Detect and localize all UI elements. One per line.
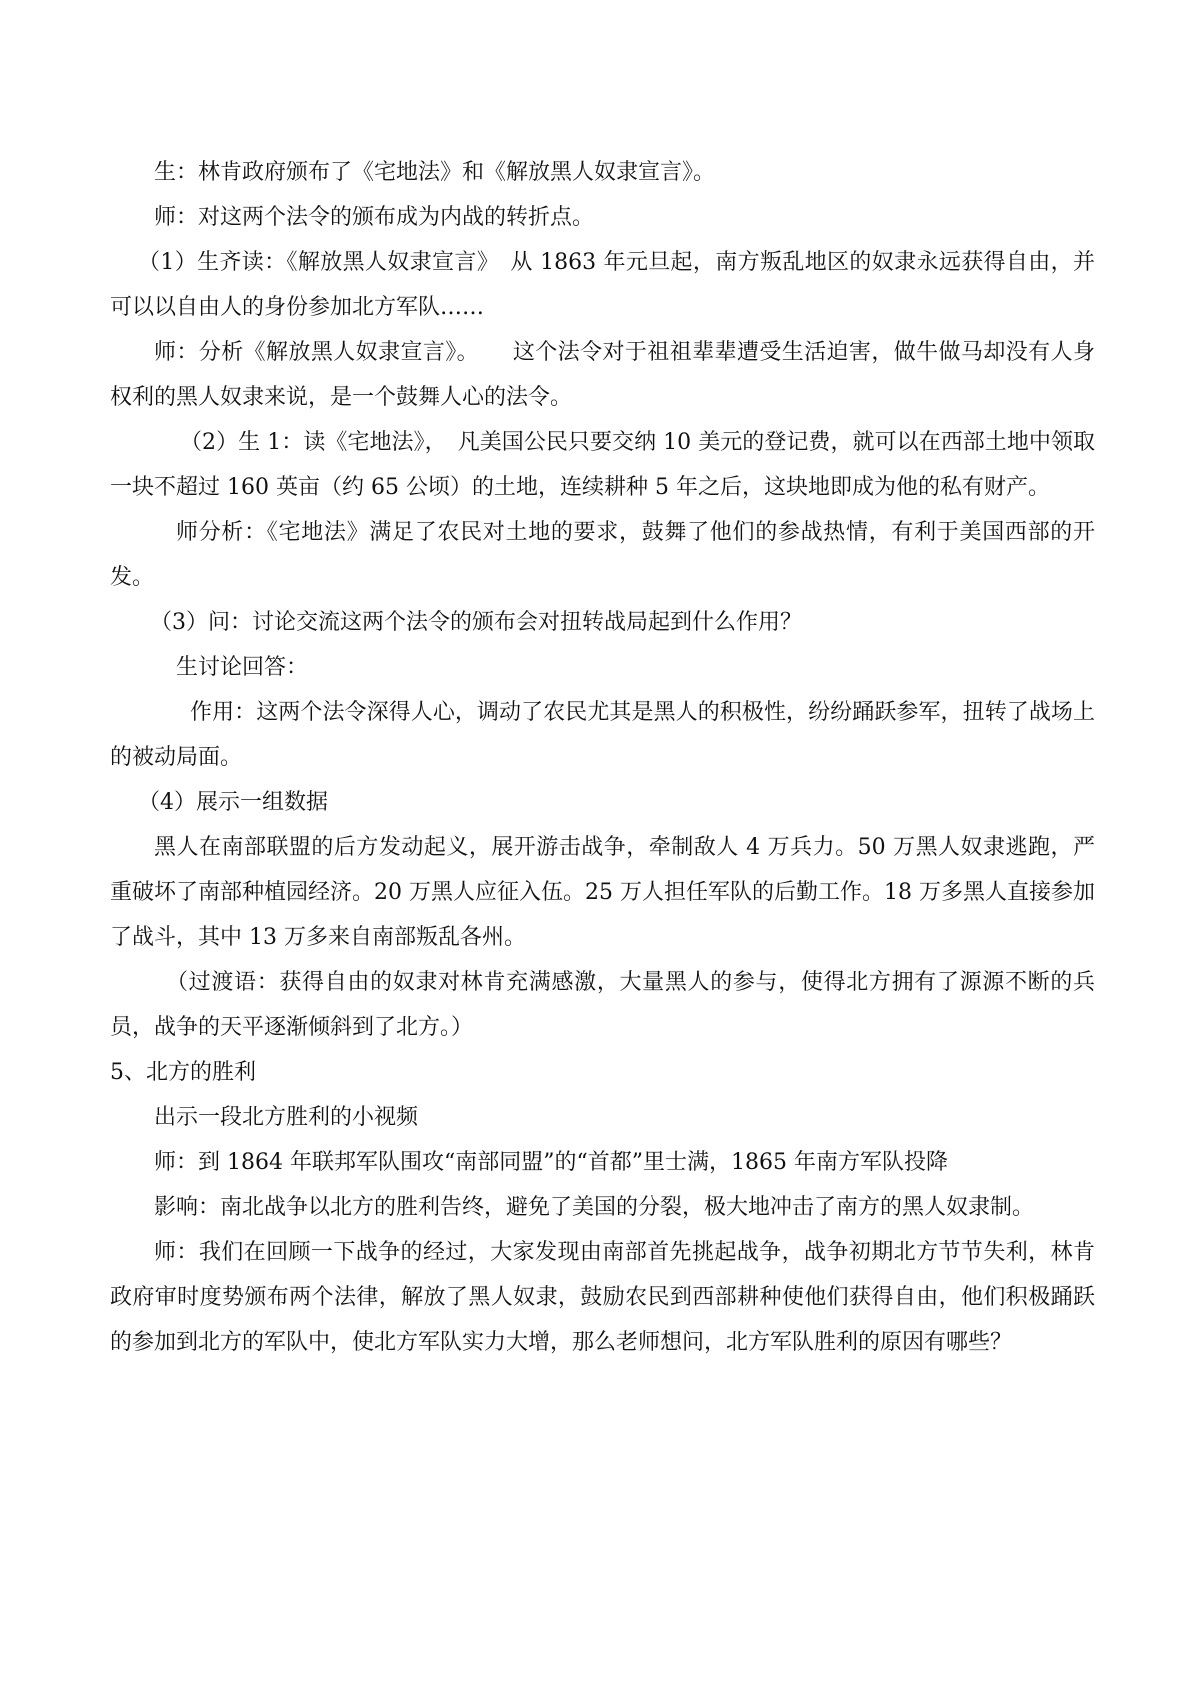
paragraph-video: 出示一段北方胜利的小视频 (154, 1105, 419, 1130)
paragraph-impact: 影响：南北战争以北方的胜利告终，避免了美国的分裂，极大地冲击了南方的黑人奴隶制。 (154, 1195, 1035, 1220)
paragraph-data-heading: （4）展示一组数据 (138, 790, 328, 815)
paragraph-homestead-reading: （2）生 1：读《宅地法》， 凡美国公民只要交纳 10 美元的登记费，就可以在西部土地中领取一块不超过 160 英亩（约 65 公顷）的土地，连续耕种 5 年之后，这块地即成为他的私有财产。 (110, 430, 1095, 500)
paragraph-richmond: 师：到 1864 年联邦军队围攻“南部同盟”的“首都”里士满，1865 年南方军队投降 (154, 1150, 948, 1175)
section-heading-north-victory: 5、北方的胜利 (110, 1060, 256, 1085)
document-body (110, 150, 1095, 1365)
paragraph-teacher-turning-point: 师：对这两个法令的颁布成为内战的转折点。 (154, 205, 595, 230)
paragraph-transition: （过渡语：获得自由的奴隶对林肯充满感激，大量黑人的参与，使得北方拥有了源源不断的兵员，战争的天平逐渐倾斜到了北方。） (110, 970, 1095, 1040)
paragraph-homestead-analysis: 师分析：《宅地法》满足了农民对土地的要求，鼓舞了他们的参战热情，有利于美国西部的开发。 (110, 520, 1095, 590)
paragraph-review-question: 师：我们在回顾一下战争的经过，大家发现由南部首先挑起战争，战争初期北方节节失利，林肯政府审时度势颁布两个法律，解放了黑人奴隶，鼓励农民到西部耕种使他们获得自由，他们积极踊跃的参加到北方的军队中，使北方军队实力大增，那么老师想问，北方军队胜利的原因有哪些？ (110, 1240, 1095, 1355)
paragraph-discussion-question: （3）问：讨论交流这两个法令的颁布会对扭转战局起到什么作用？ (150, 610, 802, 635)
paragraph-emancipation-analysis: 师：分析《解放黑人奴隶宣言》。 这个法令对于祖祖辈辈遭受生活迫害，做牛做马却没有人身权利的黑人奴隶来说，是一个鼓舞人心的法令。 (110, 340, 1095, 410)
paragraph-student-answer: 生：林肯政府颁布了《宅地法》和《解放黑人奴隶宣言》。 (154, 160, 716, 185)
paragraph-data-details: 黑人在南部联盟的后方发动起义，展开游击战争，牵制敌人 4 万兵力。50 万黑人奴隶逃跑，严重破坏了南部种植园经济。20 万黑人应征入伍。25 万人担任军队的后勤工作。18 万多黑人直接参加了战斗，其中 13 万多来自南部叛乱各州。 (110, 835, 1095, 950)
paragraph-discussion-answer: 生讨论回答： (176, 655, 309, 680)
paragraph-emancipation-reading: （1）生齐读：《解放黑人奴隶宣言》 从 1863 年元旦起，南方叛乱地区的奴隶永远获得自由，并可以以自由人的身份参加北方军队…… (110, 250, 1095, 320)
paragraph-effect: 作用：这两个法令深得人心，调动了农民尤其是黑人的积极性，纷纷踊跃参军，扭转了战场上的被动局面。 (110, 700, 1095, 770)
